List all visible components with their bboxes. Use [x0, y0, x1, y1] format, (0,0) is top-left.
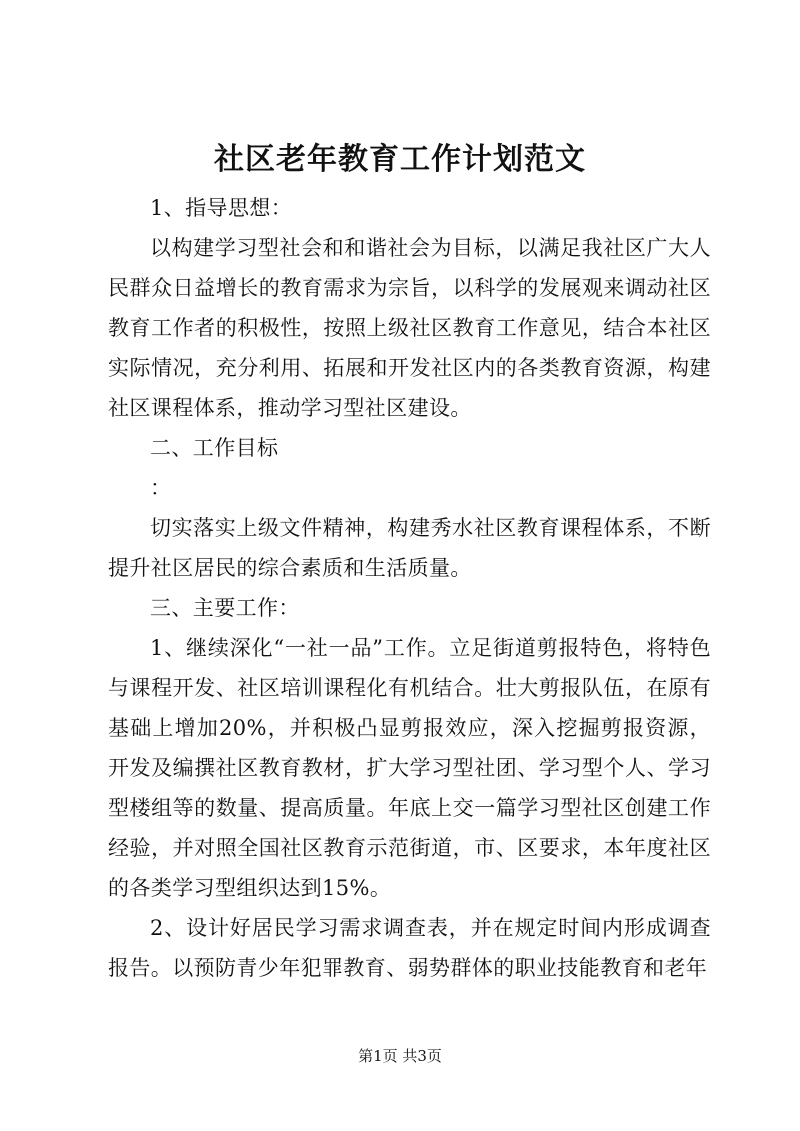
document-body: [108, 188, 711, 988]
section-heading-main-work: 三、主要工作：: [150, 596, 300, 620]
colon-line: ：: [150, 476, 172, 500]
paragraph-main-work-2: 2、设计好居民学习需求调查表，并在规定时间内形成调查报告。以预防青少年犯罪教育、弱势群体的职业技能教育和老年: [108, 916, 711, 980]
section-heading-work-goals: 二、工作目标: [150, 436, 279, 460]
paragraph-work-goals: 切实落实上级文件精神，构建秀水社区教育课程体系，不断提升社区居民的综合素质和生活质量。: [108, 516, 711, 580]
page-number-footer: 第1页 共3页: [358, 1047, 442, 1065]
page-title: 社区老年教育工作计划范文: [214, 142, 586, 177]
section-heading-guiding-thought: 1、指导思想：: [150, 196, 293, 220]
paragraph-main-work-1: 1、继续深化“一社一品”工作。立足街道剪报特色，将特色与课程开发、社区培训课程化有机结合。壮大剪报队伍，在原有基础上增加20%，并积极凸显剪报效应，深入挖掘剪报资源，开发及编撰社区教育教材，扩大学习型社团、学习型个人、学习型楼组等的数量、提高质量。年底上交一篇学习型社区创建工作经验，并对照全国社区教育示范街道，市、区要求，本年度社区的各类学习型组织达到15%。: [108, 636, 711, 900]
paragraph-guiding-thought: 以构建学习型社会和和谐社会为目标，以满足我社区广大人民群众日益增长的教育需求为宗旨，以科学的发展观来调动社区教育工作者的积极性，按照上级社区教育工作意见，结合本社区实际情况，充分利用、拓展和开发社区内的各类教育资源，构建社区课程体系，推动学习型社区建设。: [108, 236, 711, 420]
